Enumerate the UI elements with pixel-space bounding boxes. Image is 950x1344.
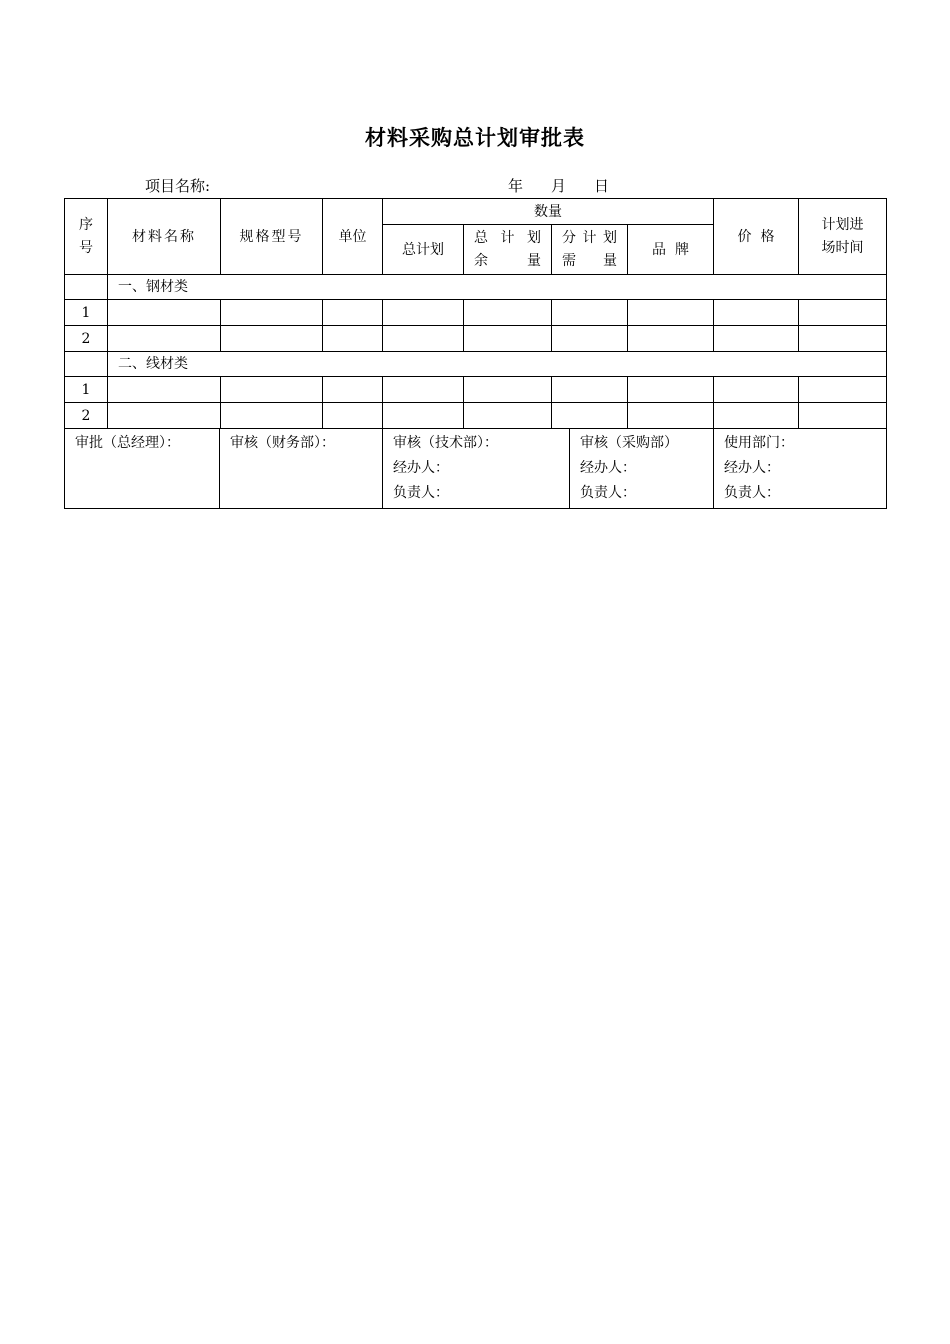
- cell-spec[interactable]: [221, 300, 323, 326]
- cell-remaining[interactable]: [464, 377, 552, 403]
- header-material-name: 材料名称: [108, 199, 221, 275]
- cell-material-name[interactable]: [108, 403, 221, 429]
- cell-unit[interactable]: [323, 403, 383, 429]
- cell-remaining[interactable]: [464, 326, 552, 352]
- approval-user-department[interactable]: 使用部门： 经办人： 负责人：: [714, 429, 887, 509]
- cell-total-plan[interactable]: [383, 403, 464, 429]
- day-label: 日: [594, 177, 610, 195]
- cell-price[interactable]: [714, 377, 799, 403]
- header-price: 价 格: [714, 199, 799, 275]
- cell-brand[interactable]: [628, 326, 714, 352]
- row-seq: 2: [65, 326, 108, 352]
- header-unit: 单位: [323, 199, 383, 275]
- section-seq-blank: [65, 352, 108, 377]
- material-plan-table: [64, 198, 887, 429]
- section-title: 二、线材类: [108, 352, 887, 377]
- approval-purchasing[interactable]: 审核（采购部） 经办人： 负责人：: [570, 429, 714, 509]
- cell-sub-plan[interactable]: [552, 377, 628, 403]
- section-title: 一、钢材类: [108, 275, 887, 300]
- cell-remaining[interactable]: [464, 300, 552, 326]
- cell-unit[interactable]: [323, 300, 383, 326]
- cell-sub-plan[interactable]: [552, 300, 628, 326]
- cell-schedule[interactable]: [799, 377, 887, 403]
- cell-price[interactable]: [714, 403, 799, 429]
- cell-total-plan[interactable]: [383, 326, 464, 352]
- header-brand: 品 牌: [628, 225, 714, 275]
- project-name-label: 项目名称:: [145, 177, 211, 195]
- cell-spec[interactable]: [221, 326, 323, 352]
- cell-spec[interactable]: [221, 403, 323, 429]
- row-seq: 1: [65, 377, 108, 403]
- cell-brand[interactable]: [628, 377, 714, 403]
- cell-total-plan[interactable]: [383, 300, 464, 326]
- row-seq: 2: [65, 403, 108, 429]
- cell-total-plan[interactable]: [383, 377, 464, 403]
- approval-finance[interactable]: 审核（财务部）：: [220, 429, 383, 509]
- cell-sub-plan[interactable]: [552, 403, 628, 429]
- header-quantity: 数量: [383, 199, 714, 225]
- header-spec-model: 规格型号: [221, 199, 323, 275]
- cell-schedule[interactable]: [799, 403, 887, 429]
- approval-table: [64, 428, 887, 509]
- approval-general-manager[interactable]: 审批（总经理）：: [65, 429, 220, 509]
- cell-schedule[interactable]: [799, 326, 887, 352]
- month-label: 月: [551, 177, 567, 195]
- header-plan-remaining: 总 计 划 余 量: [464, 225, 552, 275]
- cell-material-name[interactable]: [108, 326, 221, 352]
- cell-brand[interactable]: [628, 300, 714, 326]
- cell-spec[interactable]: [221, 377, 323, 403]
- cell-price[interactable]: [714, 300, 799, 326]
- cell-unit[interactable]: [323, 377, 383, 403]
- page-title: 材料采购总计划审批表: [365, 125, 585, 150]
- header-total-plan: 总计划: [383, 225, 464, 275]
- cell-sub-plan[interactable]: [552, 326, 628, 352]
- header-seq: 序 号: [65, 199, 108, 275]
- year-label: 年: [508, 177, 524, 195]
- approval-technical[interactable]: 审核（技术部）： 经办人： 负责人：: [383, 429, 570, 509]
- cell-remaining[interactable]: [464, 403, 552, 429]
- cell-brand[interactable]: [628, 403, 714, 429]
- header-schedule: 计划进 场时间: [799, 199, 887, 275]
- section-seq-blank: [65, 275, 108, 300]
- cell-unit[interactable]: [323, 326, 383, 352]
- cell-material-name[interactable]: [108, 300, 221, 326]
- cell-schedule[interactable]: [799, 300, 887, 326]
- row-seq: 1: [65, 300, 108, 326]
- cell-price[interactable]: [714, 326, 799, 352]
- cell-material-name[interactable]: [108, 377, 221, 403]
- header-sub-plan-demand: 分 计 划 需 量: [552, 225, 628, 275]
